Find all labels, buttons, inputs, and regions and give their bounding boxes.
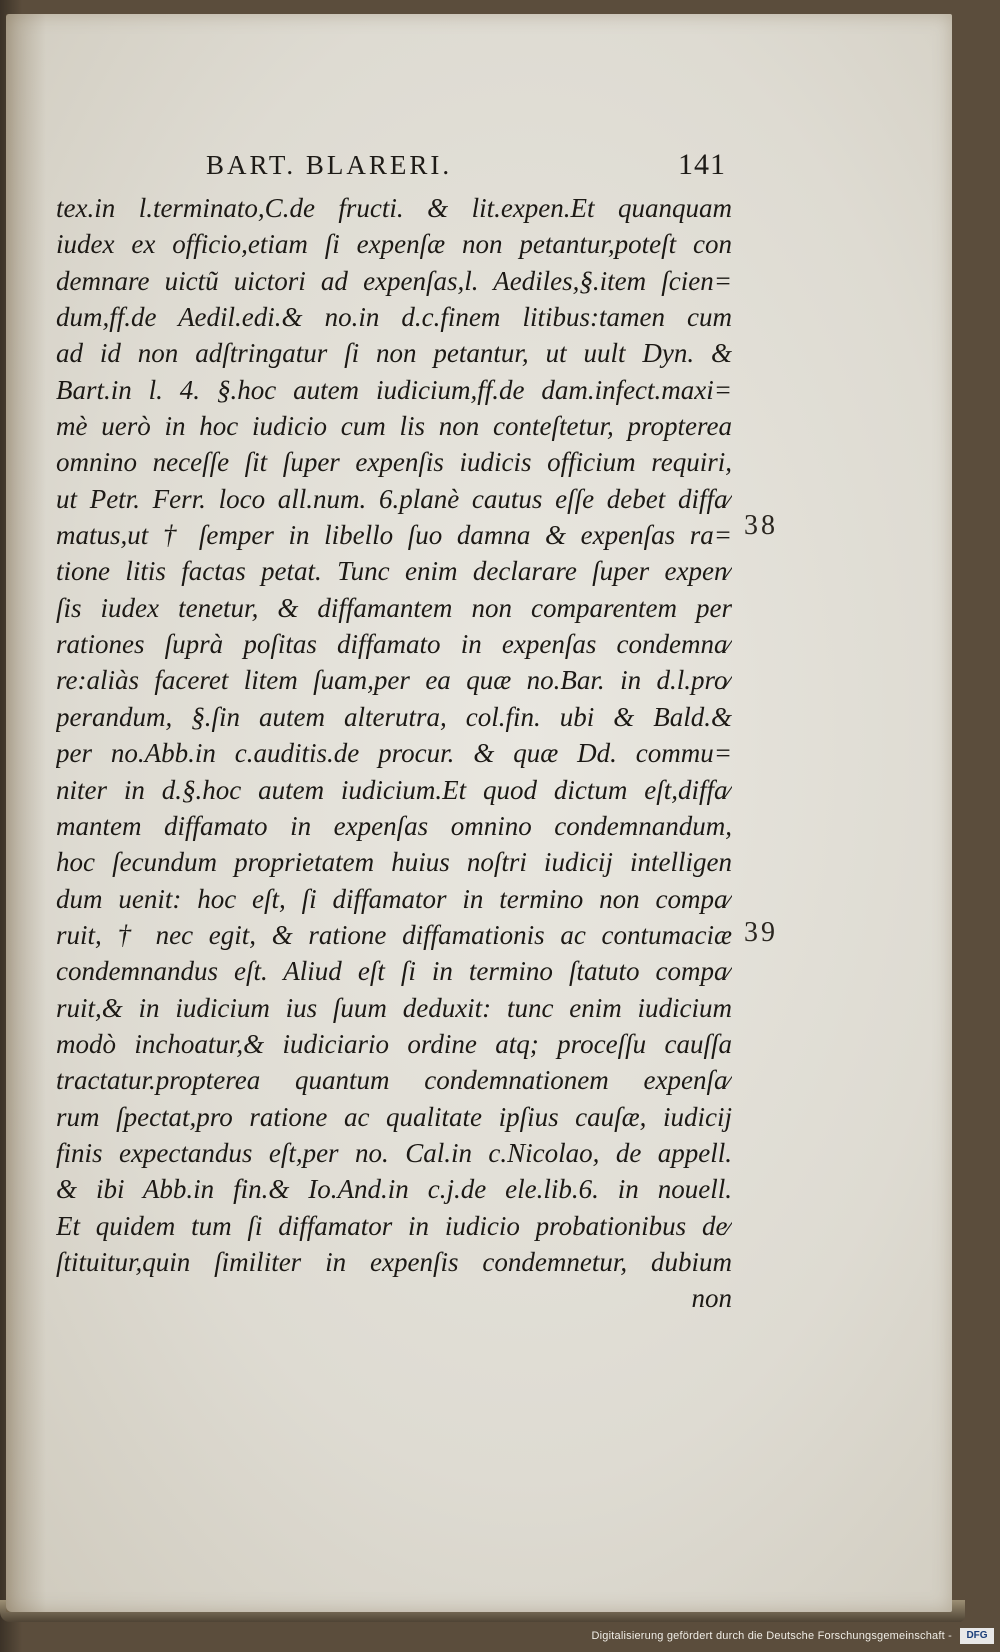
text-line: dum uenit: hoc eſt, ſi diffamator in termino non compa⁄ bbox=[56, 883, 732, 914]
text-line: finis expectandus eſt,per no. Cal.in c.Nicolao, de appell. bbox=[56, 1137, 732, 1168]
text-line: non bbox=[691, 1283, 732, 1314]
text-line: rum ſpectat,pro ratione ac qualitate ipſius cauſæ, iudicij bbox=[56, 1101, 732, 1132]
text-line: ruit, † nec egit, & ratione diffamationis ac contumaciæ bbox=[56, 919, 732, 950]
text-line: ſtituitur,quin ſimiliter in expenſis condemnetur, dubium bbox=[56, 1246, 732, 1277]
text-line: dum,ff.de Aedil.edi.& no.in d.c.finem litibus:tamen cum bbox=[56, 302, 732, 333]
text-line: modò inchoatur,& iudiciario ordine atq; proceſſu cauſſa bbox=[56, 1028, 732, 1059]
text-line: mè uerò in hoc iudicio cum lis non conteſtetur, propterea bbox=[56, 411, 732, 442]
text-line: ſis iudex tenetur, & diffamantem non comparentem per bbox=[56, 592, 732, 623]
text-line: iudex ex officio,etiam ſi expenſæ non petantur,poteſt con bbox=[56, 229, 732, 260]
text-line: rationes ſuprà poſitas diffamato in expenſas condemna⁄ bbox=[56, 629, 732, 660]
text-line: Et quidem tum ſi diffamator in iudicio probationibus de⁄ bbox=[56, 1210, 732, 1241]
marginal-note-number: 39 bbox=[744, 917, 778, 948]
text-line: tione litis factas petat. Tunc enim declarare ſuper expen⁄ bbox=[56, 556, 732, 587]
digitization-credit: Digitalisierung gefördert durch die Deutsche Forschungsgemeinschaft - bbox=[591, 1630, 952, 1642]
text-line: & ibi Abb.in fin.& Io.And.in c.j.de ele.lib.6. in nouell. bbox=[56, 1174, 732, 1205]
text-line: perandum, §.ſin autem alterutra, col.fin. ubi & Bald.& bbox=[56, 701, 732, 732]
text-line: condemnandus eſt. Aliud eſt ſi in termino ſtatuto compa⁄ bbox=[56, 956, 732, 987]
page-number: 141 bbox=[678, 148, 726, 181]
marginal-note-number: 38 bbox=[744, 510, 778, 541]
text-line: re:aliàs faceret litem ſuam,per ea quæ no.Bar. in d.l.pro⁄ bbox=[56, 665, 732, 696]
text-line: matus,ut † ſemper in libello ſuo damna & expenſas ra= bbox=[56, 520, 732, 551]
running-head-title: BART. BLARERI. bbox=[206, 150, 453, 180]
text-line: demnare uictũ uictori ad expenſas,l. Aediles,§.item ſcien= bbox=[56, 265, 732, 296]
text-line: ut Petr. Ferr. loco all.num. 6.planè cautus eſſe debet diffa⁄ bbox=[56, 483, 732, 514]
running-head bbox=[206, 150, 726, 190]
text-line: ruit,& in iudicium ius ſuum deduxit: tunc enim iudicium bbox=[56, 992, 732, 1023]
text-line: mantem diffamato in expenſas omnino condemnandum, bbox=[56, 810, 732, 841]
text-line: niter in d.§.hoc autem iudicium.Et quod dictum eſt,diffa⁄ bbox=[56, 774, 732, 805]
text-line: per no.Abb.in c.auditis.de procur. & quæ Dd. commu= bbox=[56, 738, 732, 769]
text-block bbox=[56, 190, 732, 1317]
text-line: tractatur.propterea quantum condemnationem expenſa⁄ bbox=[56, 1065, 732, 1096]
text-line: ad id non adſtringatur ſi non petantur, ut uult Dyn. & bbox=[56, 338, 732, 369]
text-line: omnino neceſſe ſit ſuper expenſis iudicis officium requiri, bbox=[56, 447, 732, 478]
text-line: Bart.in l. 4. §.hoc autem iudicium,ff.de dam.infect.maxi= bbox=[56, 374, 732, 405]
text-line: hoc ſecundum proprietatem huius noſtri iudicij intelligen bbox=[56, 847, 732, 878]
text-line: tex.in l.terminato,C.de fructi. & lit.expen.Et quanquam bbox=[56, 193, 732, 223]
dfg-logo: DFG bbox=[960, 1628, 994, 1644]
